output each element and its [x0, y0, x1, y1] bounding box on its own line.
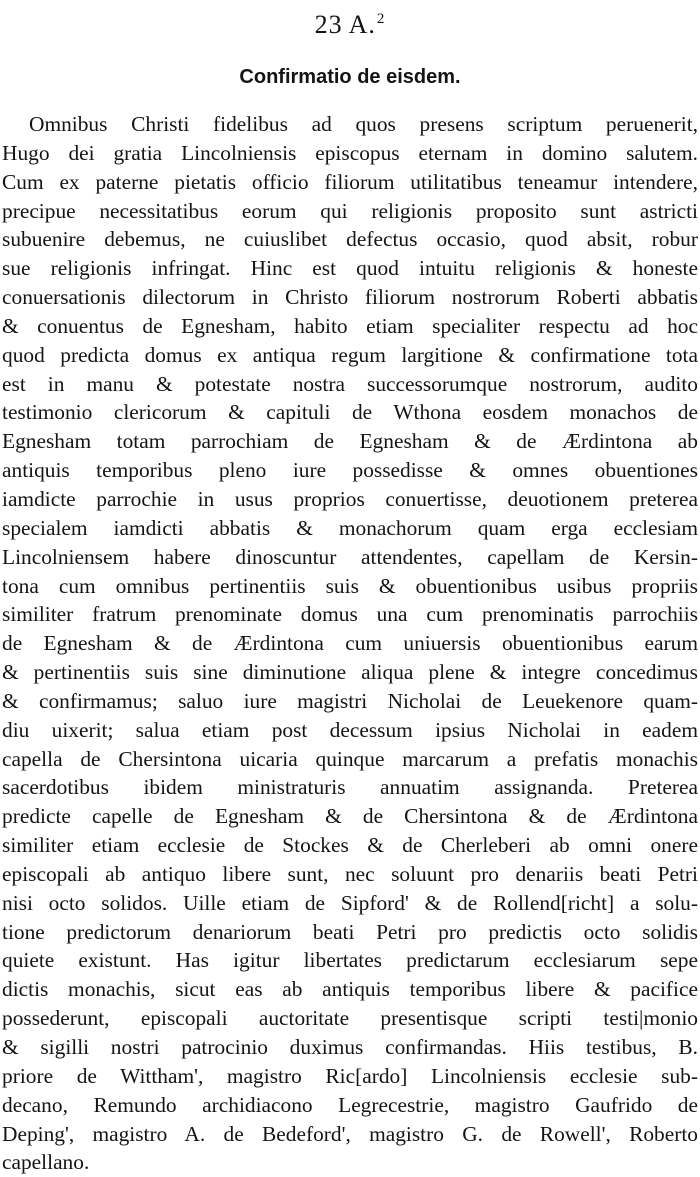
text-line: & sigilli nostri patrocinio duximus confirmandas. Hiis testibus, B.: [2, 1035, 698, 1059]
text-line: predicte capelle de Egnesham & de Chersintona & de Ærdintona: [2, 804, 698, 829]
text-line: Lincolniensem habere dinoscuntur attendentes, capellam de Kersin-: [2, 544, 698, 569]
document-title: Confirmatio de eisdem.: [239, 66, 461, 88]
text-line: Egnesham totam parrochiam de Egnesham & de Ærdintona ab: [2, 429, 698, 454]
text-line: similiter fratrum prenominate domus una cum prenominatis parrochiis: [2, 602, 698, 627]
text-line: quiete existunt. Has igitur libertates predictarum ecclesiarum sepe: [2, 948, 698, 973]
text-line: decano, Remundo archidiacono Legrecestrie, magistro Gaufrido de: [2, 1092, 698, 1117]
text-line: precipue necessitatibus eorum qui religionis proposito sunt astricti: [2, 198, 698, 223]
document-body: [2, 110, 698, 1177]
text-line: de Egnesham & de Ærdintona cum uniuersis obuentionibus earum: [2, 631, 698, 656]
text-line: iamdicte parrochie in usus proprios conuertisse, deuotionem preterea: [2, 486, 698, 511]
text-line: quod predicta domus ex antiqua regum largitione & confirmatione tota: [2, 342, 698, 367]
text-line: subuenire debemus, ne cuiuslibet defectus occasio, quod absit, robur: [2, 227, 698, 252]
text-line: conuersationis dilectorum in Christo filiorum nostrorum Roberti abbatis: [2, 285, 698, 310]
text-line: dictis monachis, sicut eas ab antiquis temporibus libere & pacifice: [2, 977, 698, 1002]
footnote-mark: 2: [376, 11, 386, 27]
text-line: priore de Wittham', magistro Ric[ardo] Lincolniensis ecclesie sub-: [2, 1063, 698, 1088]
text-line: Cum ex paterne pietatis officio filiorum utilitatibus teneamur intendere,: [2, 169, 698, 194]
document-number: [0, 10, 700, 40]
text-line: diu uixerit; salua etiam post decessum ipsius Nicholai in eadem: [2, 717, 698, 742]
text-line: specialem iamdicti abbatis & monachorum quam erga ecclesiam: [2, 515, 698, 540]
text-line: capellano.: [2, 1150, 90, 1175]
text-line: capella de Chersintona uicaria quinque marcarum a prefatis monachis: [2, 746, 698, 771]
text-line: testimonio clericorum & capituli de Wthona eosdem monachos de: [2, 400, 698, 425]
text-line: est in manu & potestate nostra successorumque nostrorum, audito: [2, 371, 698, 396]
text-line: sacerdotibus ibidem ministraturis annuatim assignanda. Preterea: [2, 775, 698, 800]
text-line: antiquis temporibus pleno iure possedisse & omnes obuentiones: [2, 458, 698, 483]
text-line: & conuentus de Egnesham, habito etiam specialiter respectu ad hoc: [2, 313, 698, 338]
text-line: episcopali ab antiquo libere sunt, nec soluunt pro denariis beati Petri: [2, 861, 698, 886]
document-number-text: 23 A.: [314, 10, 376, 39]
text-line: sue religionis infringat. Hinc est quod intuitu religionis & honeste: [2, 256, 698, 281]
text-line: possederunt, episcopali auctoritate presentisque scripti testi|monio: [2, 1006, 698, 1031]
text-line: nisi octo solidos. Uille etiam de Sipford' & de Rollend[richt] a solu-: [2, 890, 698, 915]
text-line: & pertinentiis suis sine diminutione aliqua plene & integre concedimus: [2, 660, 698, 685]
text-line: tione predictorum denariorum beati Petri pro predictis octo solidis: [2, 919, 698, 944]
text-line: tona cum omnibus pertinentiis suis & obuentionibus usibus propriis: [2, 573, 698, 598]
text-line: Hugo dei gratia Lincolniensis episcopus eternam in domino salutem.: [2, 140, 698, 165]
text-line: Omnibus Christi fidelibus ad quos presens scriptum peruenerit,: [29, 112, 698, 136]
text-line: similiter etiam ecclesie de Stockes & de Cherleberi ab omni onere: [2, 833, 698, 858]
text-line: & confirmamus; saluo iure magistri Nicholai de Leuekenore quam-: [2, 688, 698, 713]
text-line: Deping', magistro A. de Bedeford', magistro G. de Rowell', Roberto: [2, 1121, 698, 1146]
